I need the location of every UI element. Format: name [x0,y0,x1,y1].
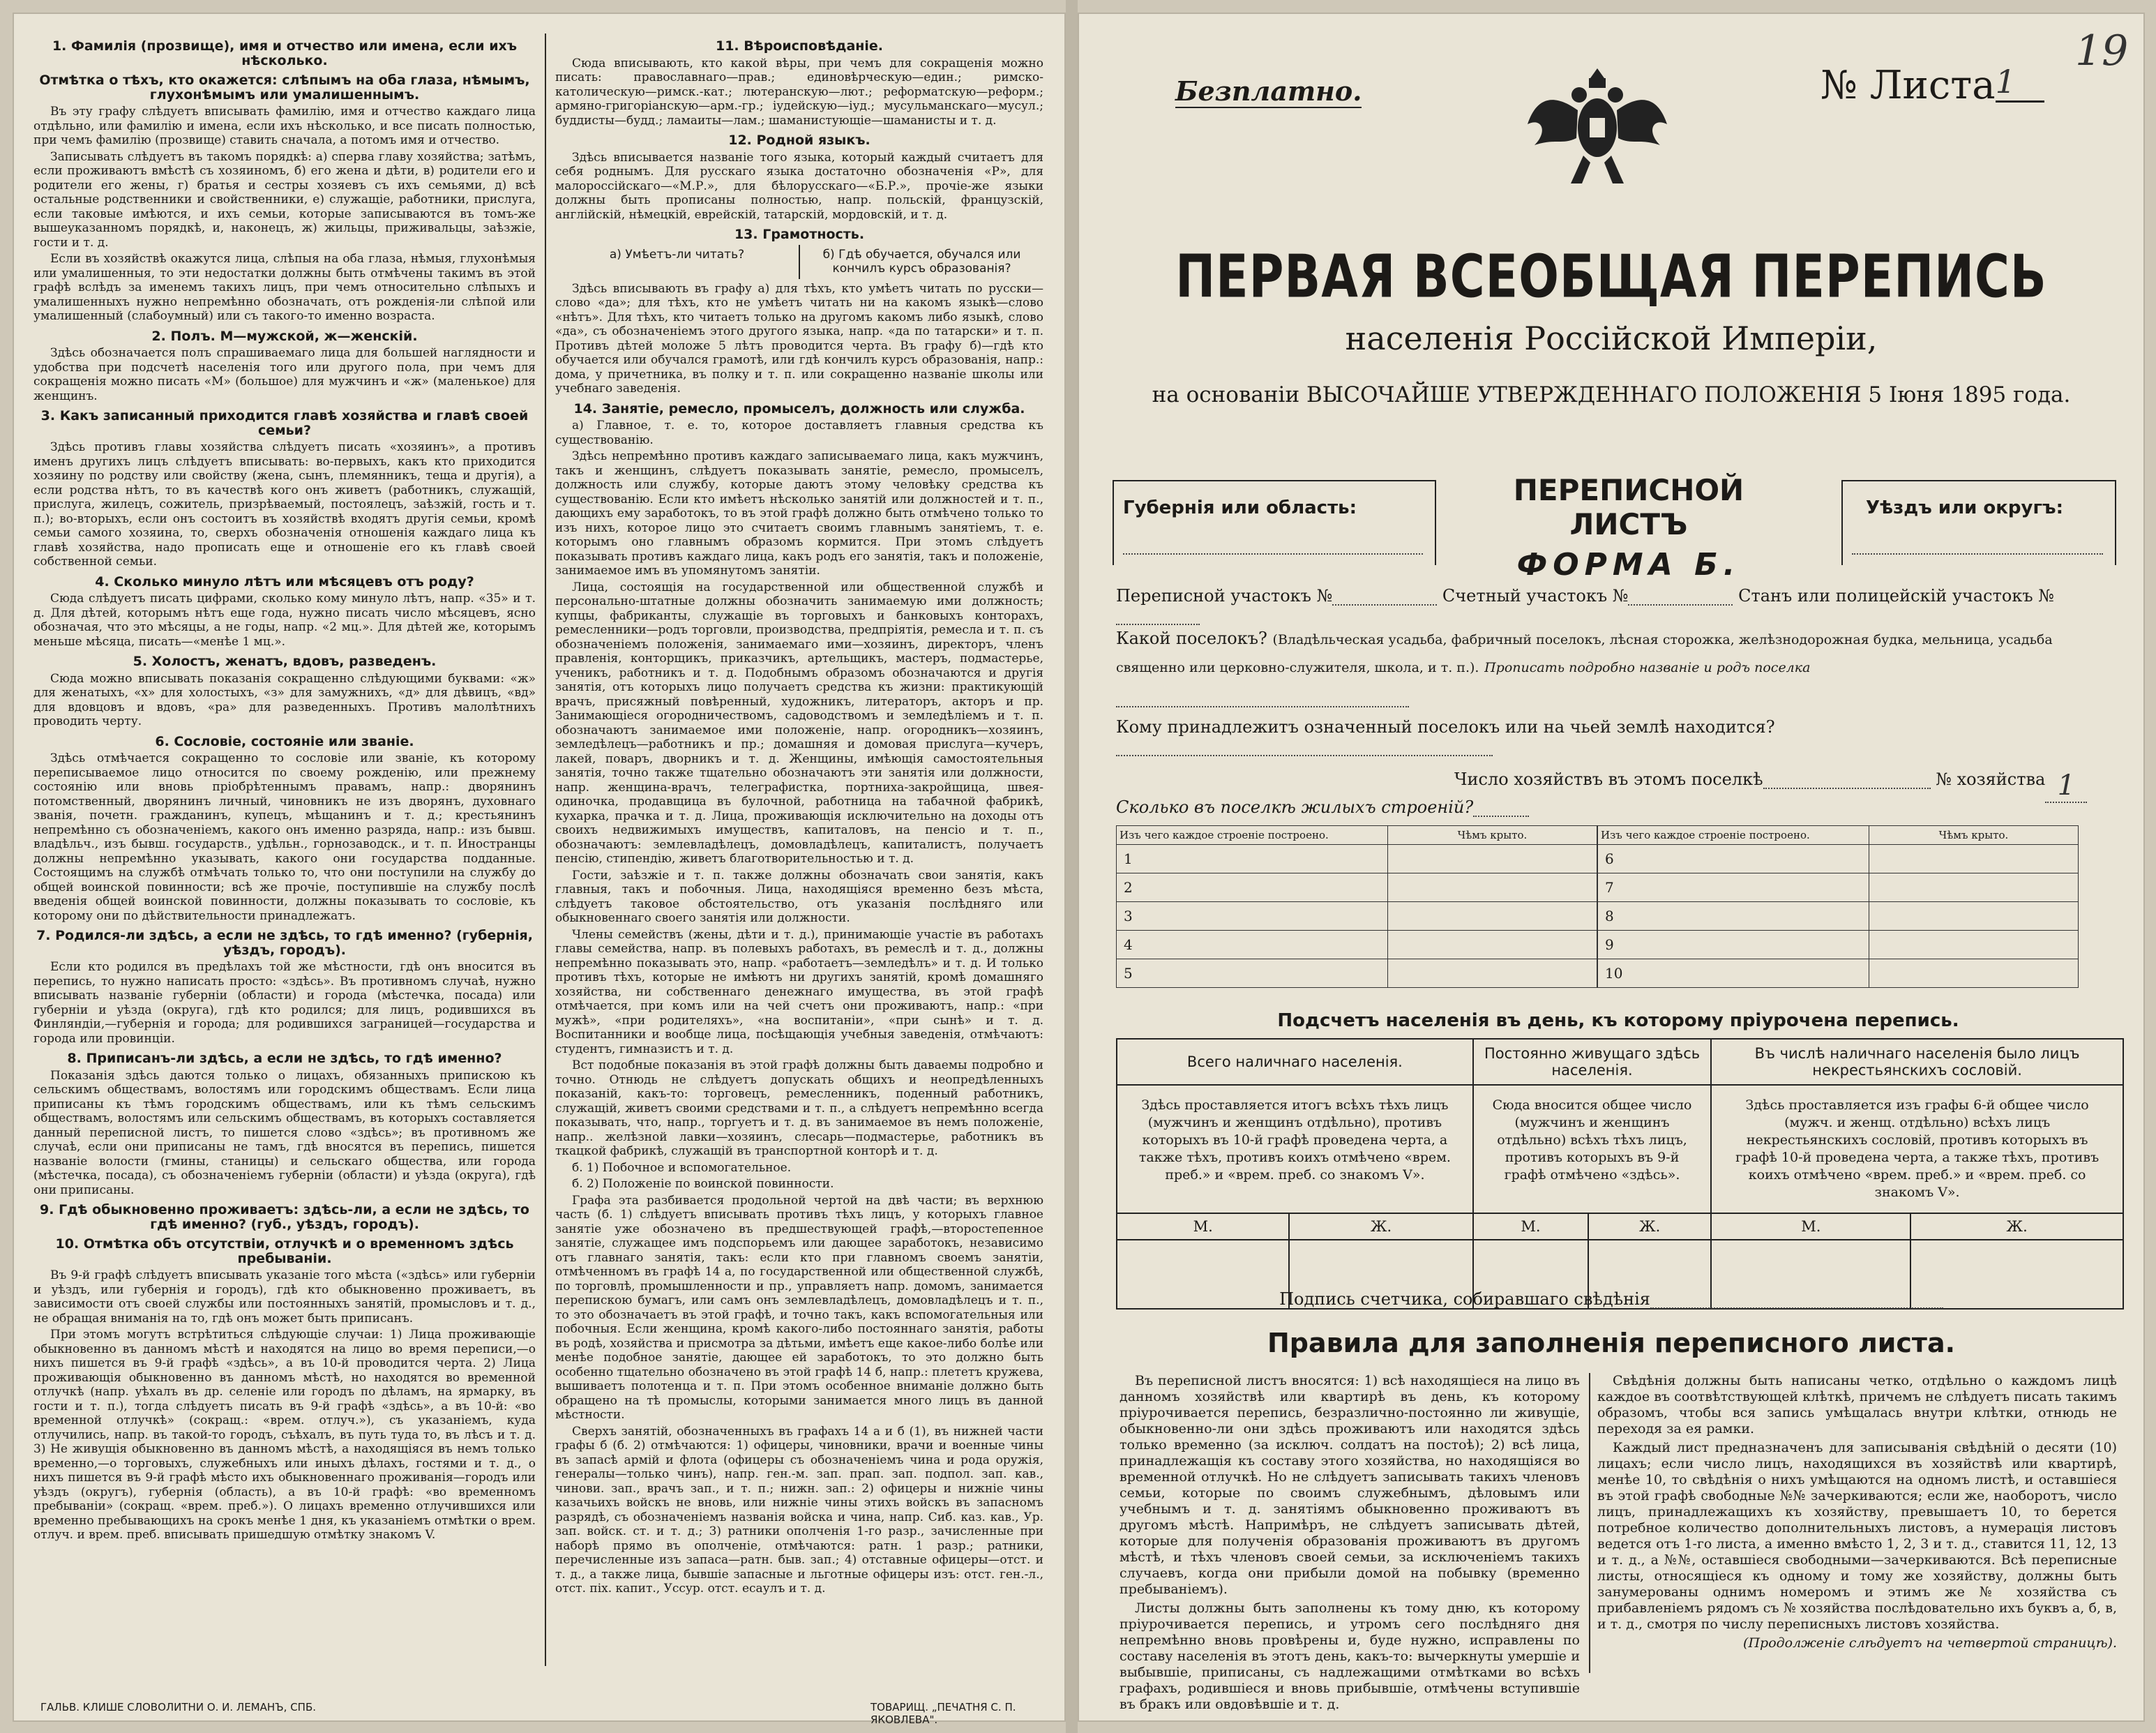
subheading-pair: а) Умѣетъ-ли читать? б) Гдѣ обучается, обучался или кончилъ курсъ образованія? [555,245,1043,279]
uezd-field[interactable] [1852,539,2103,555]
buildings-row: Сколько въ поселкѣ жилыхъ строеній? [1116,797,1529,817]
households-row: Число хозяйствъ въ этомъ поселкѣ № хозяйства 1 [1454,770,2117,789]
paragraph: а) Главное, т. е. то, которое доставляетъ главныя средства къ существованію. [555,419,1043,447]
section-heading: 5. Холостъ, женатъ, вдовъ, разведенъ. [133,654,437,669]
column-divider [545,33,546,1666]
settlement-row: Какой поселокъ? (Владѣльческая усадьба, фабричный поселокъ, лѣсная сторожка, желѣзнодорожная будка, мельница, усадьба священно или церковно-служителя, школа, и т. п.). Прописать подробно названіе и родъ поселка [1116,625,2106,707]
paragraph: Здѣсь обозначается полъ спрашиваемаго лица для большей наглядности и удобства при подсчетѣ населенія того или другого пола, при чемъ для сокращенія можно писать «М» (большое) для мужчинъ и «ж» (маленькое) для женщинъ. [33,346,536,403]
table-row[interactable]: 4 [1117,931,1597,959]
paragraph: Каждый лист предназначенъ для записыванія свѣдѣній о десяти (10) лицахъ; если число лицъ, находящихся въ хозяйствѣ или квартирѣ, менѣе 10, то свѣдѣнія о нихъ умѣщаются на одномъ листѣ, и оставшіеся въ этой графѣ свободные №№ зачеркиваются; если же, наоборотъ, число лицъ, принадлежащихъ къ хозяйству, превышаетъ 10, то берется потребное количество дополнительныхъ листовъ, а нумерація листовъ ведется отъ 1-го листа, а именно вмѣсто 1, 2, 3 и т. д., ставится 11, 12, 13 и т. д., а №№, оставшіеся свободными—зачеркиваются. Всѣ переписные листы, относящіеся къ одному и тому же хозяйству, должны быть занумерованы однимъ номеромъ и этимъ же № хозяйства съ прибавленіемъ рядомъ съ № хозяйства послѣдовательно ихъ буквъ а, б, в, и т. д., смотря по числу переписныхъ листовъ хозяйства. [1597,1440,2117,1632]
paragraph: Если въ хозяйствѣ окажутся лица, слѣпыя на оба глаза, нѣмыя, глухонѣмыя или умалишенныя, то эти недостатки должны быть отмѣчены такимъ въ этой графѣ вслѣдъ за именемъ такихъ лицъ, при чемъ относительно слѣпыхъ и умалишенныхъ нужно непремѣнно обозначать, отъ рожденія-ли слѣпой или умалишенный (слабоумный) или съ такого-то именно возраста. [33,252,536,323]
table-row[interactable]: 7 [1598,873,2079,902]
imperial-eagle-icon [1528,61,1667,187]
paragraph: Сюда слѣдуетъ писать цифрами, сколько кому минуло лѣтъ, напр. «35» и т. д. Для дѣтей, которымъ нѣтъ еще года, нужно писать число мѣсяцевъ, ясно обозначая, что это мѣсяцы, а не годы, напр. «2 мц.». Для дѣтей же, которымъ меньше мѣсяца, писать—«менѣе 1 мц.». [33,592,536,649]
section-heading: 10. Отмѣтка объ отсутствіи, отлучкѣ и о временномъ здѣсь пребываніи. [55,1236,514,1266]
footer-printer-right: ТОВАРИЩ. „ПЕЧАТНЯ С. П. ЯКОВЛЕВА". [870,1701,1016,1726]
uezd-label: Уѣздъ или округъ: [1866,497,2063,518]
gubernia-label: Губернія или область: [1123,497,1357,518]
sheet-number-value[interactable]: 1 [1996,63,2044,103]
households-count-field[interactable] [1763,788,1931,789]
household-number-field[interactable]: 1 [2045,770,2087,803]
paragraph: Здѣсь противъ главы хозяйства слѣдуетъ писать «хозяинъ», а противъ именъ другихъ лицъ слѣдуетъ вписывать: во-первыхъ, какъ кто приходится хозяину по родству или свойству (жена, сынъ, племянникъ, теща и другія), а если родства нѣтъ, то въ качествѣ кого онъ живетъ (работникъ, служащій, прислуга, жилецъ, сожитель, призрѣваемый, постоялецъ, заѣзжій, гость и т. п.); во-вторыхъ, если онъ состоитъ въ хозяйствѣ входятъ другія семьи, кромѣ семьи самого хозяина, то, сверхъ обозначенія отношенія каждаго лица къ главѣ хозяйства, надо прописать еще и отношеніе его къ главѣ своей собственной семьи. [33,440,536,569]
section-heading: 3. Какъ записанный приходится главѣ хозяйства и главѣ своей семьи? [40,408,529,438]
section-heading: 11. Вѣроисповѣданіе. [715,38,884,54]
list-title: ПЕРЕПИСНОЙ ЛИСТЪ [1513,473,1744,541]
table-row[interactable]: 8 [1598,902,2079,931]
section-heading: 8. Приписанъ-ли здѣсь, а если не здѣсь, то гдѣ именно? [67,1051,502,1066]
table-row[interactable]: 2 [1117,873,1597,902]
paragraph: Лица, состоящія на государственной или общественной службѣ и персонально-штатные должны обозначить занимаемую ими должность; купцы, фабриканты, служащіе въ торговыхъ и банковыхъ конторахъ, ремесленники—родъ торговли, производства, предпріятія, ремесла и т. п. съ обозначеніемъ положенія, занимаемаго ими—хозяинъ, директоръ, членъ правленія, конторщикъ, приказчикъ, артельщикъ, мастеръ, подмастерье, ученикъ, работникъ и т. д. Подобнымъ образомъ обозначаются и другія занятія, отъ которыхъ лицо получаетъ средства къ жизни: практикующій врачъ, присяжный повѣренный, художникъ, литераторъ, акторъ и пр. Занимающіеся огородничествомъ, садоводствомъ и земледѣліемъ и т. п. обозначаютъ занимаемое ими положеніе, напр. огородникъ—хозяинъ, земледѣлецъ—работникъ и пр.; домашняя и домовая прислуга—кучеръ, лакей, поваръ, дворникъ и т. д. Женщины, имѣющія самостоятельныя занятія, точно также тщательно обозначаютъ эти занятія или должности, напр. женщина-врачъ, телеграфистка, портниха-закройщица, швея-одиночка, продавщица въ булочной, работница на табачной фабрикѣ, кухарка, прачка и т. д. Лица, проживающія исключительно на доходы отъ своихъ недвижимыхъ имуществъ, капиталовъ, на пенсіо и т. п., обозначаютъ: землевладѣлецъ, домовладѣлецъ, капиталистъ, получаетъ пенсію, стипендію, живетъ благотворительностью и т. д. [555,580,1043,866]
rules-column-1 [1120,1373,1580,1716]
rules-column-2 [1597,1373,2117,1654]
paragraph: Если кто родился въ предѣлахъ той же мѣстности, гдѣ онъ вносится въ перепись, то нужно написать просто: «здѣсь». Въ противномъ случаѣ, нужно вписывать названіе губерніи (области) и города (мѣстечка, посада) или губерніи и уѣзда (округа), гдѣ кто родился; для лицъ, родившихся въ Финляндіи,—губернія и города; для родившихся заграницей—государства и города или провинціи. [33,960,536,1046]
paragraph: Въ 9-й графѣ слѣдуетъ вписывать указаніе того мѣста («здѣсь» или губерніи и уѣздъ, или губернія и городъ), гдѣ кто обыкновенно проживаетъ, въ зависимости отъ своей службы или постоянныхъ занятій, промысловъ и т. д., не обращая вниманія на то, гдѣ онъ может быть приписанъ. [33,1268,536,1326]
paragraph: При этомъ могутъ встрѣтиться слѣдующіе случаи: 1) Лица проживающіе обыкновенно въ данномъ мѣстѣ и находятся на лицо во время переписи,—о нихъ пишется въ 9-й графѣ «здѣсь», а въ 10-й проводится черта. 2) Лица проживающія обыкновенно въ данномъ мѣстѣ, но находятся во временной отлучкѣ (напр. уѣхалъ въ др. селеніе или городъ по дѣламъ, на ярмарку, въ гости и т. п.), тогда слѣдуетъ писать въ 9-й графѣ «здѣсь», а въ 10-й: «во временной отлучкѣ» (сокращ.: «врем. отлуч.»), съ указаніемъ, куда отлучились, напр. въ такой-то городъ, съѣхалъ, въ путь туда то, въ лѣсъ и т. д. 3) Не живущія обыкновенно въ данномъ мѣстѣ, а находящіяся въ немъ только временно,—о торговыхъ, служебныхъ или иныхъ дѣлахъ, гостями и т. д., о нихъ пишется въ 9-й графѣ мѣсто ихъ обыкновеннаго проживанія—городъ или уѣздъ (округъ), губернія (область), а въ 10-й графѣ: «во временномъ пребываніи» (сокращ. «врем. преб.»). О лицахъ временно отлучившихся или временно пребывающихъ на срокъ менѣе 1 дня, къ указаніемъ отмѣтки о врем. отлуч. и врем. преб. вписывать пришедшую отмѣтку знакомъ V. [33,1328,536,1542]
section-heading: 12. Родной языкъ. [728,133,870,148]
paragraph: Здѣсь вписывають въ графу а) для тѣхъ, кто умѣетъ читать по русски—слово «да»; для тѣхъ, кто не умѣетъ читать ни на какомъ языкѣ—слово «нѣтъ». Для тѣхъ, кто читаетъ только на другомъ какомъ либо языкѣ, слово «да», съ обозначеніемъ этого другого языка, напр. «да по татарски» и т. п. Противъ дѣтей моложе 5 лѣтъ проводится черта. Въ графу б)—гдѣ кто обучается или обучался грамотѣ, или гдѣ кончилъ курсъ образованія, напр.: дома, у причетника, въ полку и т. п. или сокращенно названіе школы или учебнаго заведенія. [555,281,1043,396]
paragraph: Здѣсь отмѣчается сокращенно то сословіе или званіе, къ которому переписываемое лицо относится по своему рожденію, или прежнему состоянію или вновь пріобрѣтеннымъ правамъ, напр.: дворянинъ потомственный, дворянинъ личный, чиновникъ не изъ дворянъ, духовнаго званія, почетн. гражданинъ, купецъ, мѣщанинъ и т. д.; крестьянинъ непремѣнно съ обозначеніемъ, какого онъ именно разряда, напр.: изъ бывш. владѣльч., изъ бывш. государств., удѣльн., горнозаводск., и т. п. Иностранцы должны непремѣнно указывать, какого они государства подданные. Состоящимъ на службѣ отмѣчать только то, что они поступили на службу до общей воинской повинности; всѣ же прочіе, поступившіе на службу послѣ введенія общей воинской повинности, должны показывать то сословіе, къ которому они по дѣйствительности принадлежатъ. [33,751,536,923]
paragraph: б. 2) Положеніе по воинской повинности. [572,1177,834,1191]
census-decree: на основаніи ВЫСОЧАЙШЕ УТВЕРЖДЕННАГО ПОЛОЖЕНІЯ 5 Іюня 1895 года. [1152,382,2071,407]
page-fold [1066,0,1078,1733]
enumerator-signature: Подпись счетчика, собиравшаго свѣдѣнія [1078,1289,2145,1309]
list-title-block [1454,473,1803,583]
paragraph: Въ переписной листъ вносятся: 1) всѣ находящіеся на лицо въ данномъ хозяйствѣ или квартирѣ въ день, къ которому пріурочивается перепись, безразлично-постоянно ли живущіе, обыкновенно-ли они здѣсь проживаютъ или находятся здѣсь только временно (за исключ. солдатъ на постоѣ); 2) всѣ лица, принадлежащія къ составу этого хозяйства, но находящіяся во временной отлучкѣ. Но не слѣдуетъ записывать такихъ членовъ семьи, которые по своимъ служебнымъ, дѣловымъ или учебнымъ и т. д. занятіямъ обыкновенно проживаютъ въ другомъ мѣстѣ. Напримѣръ, не слѣдуетъ записывать дѣтей, которые для полученія образованія проживаютъ въ другомъ мѣстѣ, и тѣхъ членовъ своей семьи, за исключеніемъ такихъ случаевъ, когда они прибыли домой на побывку (временно пребываніемъ). [1120,1373,1580,1597]
instructions-column-2 [555,33,1043,1687]
page-number-handwritten: 19 [2075,27,2129,75]
section-heading: Отмѣтка о тѣхъ, кто окажется: слѣпымъ на оба глаза, нѣмымъ, глухонѣмымъ или умалишеннымъ. [39,73,530,103]
population-table: Всего наличнаго населенія. Постоянно живущаго здѣсь населенія. Въ числѣ наличнаго населенія было лицъ некрестьянскихъ сословій. Здѣсь проставляется итогъ всѣхъ тѣхъ лицъ (мужчинъ и женщинъ отдѣльно), противъ которыхъ въ 10-й графѣ проведена черта, а также тѣхъ, противъ коихъ отмѣчено «врем. преб.» и «врем. преб. со знакомъ V». Сюда вносится общее число (мужчинъ и женщинъ отдѣльно) всѣхъ тѣхъ лицъ, противъ которыхъ въ 9-й графѣ отмѣчено «здѣсь». Здѣсь проставляется изъ графы 6-й общее число (мужч. и женщ. отдѣльно) всѣхъ лицъ некрестьянскихъ сословій, противъ которыхъ въ графѣ 10-й проведена черта, а также тѣхъ, противъ коихъ отмѣчено «врем. преб.» и «врем. преб. со знакомъ V». М. Ж. М. Ж. М. Ж. [1116,1038,2124,1310]
buildings-table: Изъ чего каждое строеніе построено. Чѣмъ крыто. 1 2 3 4 5 Изъ чего каждое строеніе построено. Чѣмъ крыто. 6 7 8 9 10 [1116,825,2079,1000]
paragraph: Гости, заѣзжіе и т. п. также должны обозначать свои занятія, какъ главныя, такъ и побочныя. Лица, находящіяся временно безъ мѣста, слѣдуетъ таковое обстоятельство, отъ указанія послѣдняго или обыкновеннаго своего занятія или должности. [555,868,1043,925]
table-row[interactable]: 9 [1598,931,2079,959]
free-label: Безплатно. [1175,75,1362,107]
table-row[interactable]: 1 [1117,845,1597,873]
paragraph: б. 1) Побочное и вспомогательное. [572,1160,792,1175]
paragraph: Графа эта разбивается продольной чертой на двѣ части; въ верхнюю часть (б. 1) слѣдуетъ вписывать противъ тѣхъ лицъ, у которыхъ главное занятіе уже обозначено въ предшествующей графѣ,—второстепенное занятіе, служащее имъ подспорьемъ или дающее заработокъ, независимо отъ главнаго занятія, такъ: если кто при главномъ своемъ занятіи, отмѣченномъ въ графѣ 14 а, по государственной или общественной службѣ, по торговлѣ, промышленности и пр., управляетъ напр. домомъ, занимается перепискою бумагъ, или самъ онъ землевладѣлецъ, домовладѣлецъ и т. п., то это обозначаетъ въ этой графѣ, и точно такъ, какъ вспомогательныя или побочныя. Если женщина, кромѣ какого-либо постояннаго занятія, работы въ родѣ, хозяйства и присмотра за дѣтьми, имѣетъ еще какое-либо болѣе или менѣе подобное занятіе, дающее ей заработокъ, то это должно быть особенно тщательно обозначено въ этой графѣ 14 б, напр.: плететъ кружева, вышиваетъ полотенца и т. п. При этомъ особенное вниманіе должно быть обращено на тѣ промыслы, которыми занимается много лицъ въ данной мѣстности. [555,1193,1043,1422]
instructions-column-1 [33,33,536,1687]
paragraph: Здѣсь непремѣнно противъ каждаго записываемаго лица, какъ мужчинъ, такъ и женщинъ, слѣдуетъ показывать занятіе, ремесло, промыселъ, должность или службу, которые даютъ этому человѣку средства къ существованію. Если кто имѣетъ нѣсколько занятій или должностей и т. п., дающихъ ему заработокъ, то въ этой графѣ должно быть отмѣчено только то изъ нихъ, которое лицо это считаетъ своимъ главнымъ занятіемъ, т. е. которымъ оно главнымъ образомъ кормится. При этомъ слѣдуетъ показывать противъ каждаго лица, какъ родъ его занятія, такъ и положеніе, занимаемое имъ въ упомянутомъ занятіи. [555,449,1043,578]
paragraph: (Продолженіе слѣдуетъ на четвертой страницѣ). [1743,1635,2117,1651]
section-heading: 7. Родился-ли здѣсь, а если не здѣсь, то гдѣ именно? (губернія, уѣздъ, городъ). [36,928,533,958]
schet-uch-field[interactable] [1628,604,1733,606]
paragraph: Листы должны быть заполнены къ тому дню, къ которому пріурочивается перепись, и утромъ сего послѣдняго дня непремѣнно вновь провѣрены и, буде нужно, исправлены по составу населенія въ этотъ день, какъ-то: вычеркнуты умершіе и выбывшіе, приписаны, съ надлежащими отмѣтками во всѣхъ графахъ, родившіеся и вновь прибывшіе, отмѣчены вступившіе въ бракъ или овдовѣвшіе и т. д. [1120,1600,1580,1712]
owner-field[interactable] [1116,755,1493,756]
paragraph: Сюда вписывають, кто какой вѣры, при чемъ для сокращенія можно писать: православнаго—прав.; единовѣрческую—един.; римско-католическую—римск.-кат.; лютеранскую—лют.; реформатскую—реформ.; армяно-григоріанскую—арм.-гр.; іудейскую—іуд.; мусульманскаго—мусул.; буддисты—будд.; ламаиты—лам.; шаманистующіе—шаманисты и т. д. [555,56,1043,128]
census-title: ПЕРВАЯ ВСЕОБЩАЯ ПЕРЕПИСЬ [1175,243,2047,312]
right-page [1078,13,2145,1722]
paragraph: Члены семействъ (жены, дѣти и т. д.), принимающіе участіе въ работахъ главы семейства, напр. въ полевыхъ работахъ, въ ремеслѣ и т. д., должны непремѣнно показывать это, напр. «работаетъ—земледѣлъ» и т. д. И только противъ тѣхъ, которые не имѣютъ ни другихъ занятій, кромѣ домашняго хозяйства, ни собственнаго денежнаго имущества, въ этой графѣ отмѣчается, при комъ или на чей счетъ они проживаютъ, напр.: «при мужѣ», «при родителяхъ», «на воспитаніи», «при сынѣ» и т. д. Воспитанники и вообще лица, посѣщающія учебныя заведенія, отмѣчаютъ: студентъ, гимназистъ и т. д. [555,927,1043,1056]
table-row[interactable]: 5 [1117,959,1597,988]
table-row[interactable]: 10 [1598,959,2079,988]
paragraph: Сверхъ занятій, обозначенныхъ въ графахъ 14 а и б (1), въ нижней части графы б (б. 2) отмѣчаются: 1) офицеры, чиновники, врачи и военные чины въ запасѣ армій и флота (офицеры съ обозначеніемъ чина и рода оружія, генералы—только чинъ), напр. ген.-м. зап. прап. зап. подпол. зап. кав., чинови. зап., врачъ зап., и т. п.; нижн. зап.: 2) офицеры и нижніе чины казачьихъ войскъ не вновь, или нижніе чины этихъ войскъ въ запасномъ разрядѣ, съ обозначеніемъ названія войска и чина, напр. Сиб. каз. кав., Ур. зап. войск. ст. и т. д.; 3) ратники ополченія 1-го разр., зачисленные при наборѣ прямо въ ополченіе, отмѣчаются: ратн. 1 разр.; ратники, перечисленные изъ запаса—ратн. быв. зап.; 4) отставные офицеры—отст. и т. д., а также лица, бывшіе запасные и льготные офицеры изъ: отст. ген.-л., отст. піх. капит., Уссур. отст. есаулъ и т. д. [555,1424,1043,1596]
population-count-title: Подсчетъ населенія въ день, къ которому пріурочена перепись. [1277,1010,1959,1031]
settlement-field[interactable] [1116,706,1409,707]
paragraph: Записывать слѣдуетъ въ такомъ порядкѣ: а) сперва главу хозяйства; затѣмъ, если проживаютъ вмѣстѣ съ хозяиномъ, б) его жена и дѣти, в) родители его и родители его жены, г) братья и сестры хозяевъ съ ихъ семьями, д) всѣ остальные родственники и свойственники, е) служащіе, работники, прислуга, если таковые имѣются, и ихъ семьи, которые записываются въ томъ-же вышеуказанномъ порядкѣ, и, наконецъ, ж) жильцы, приживальцы, заѣзжіе, гости и т. д. [33,149,536,250]
section-heading: 2. Полъ. М—мужской, ж—женскій. [151,328,418,344]
left-page [13,13,1066,1726]
rules-title: Правила для заполненія переписного листа. [1267,1328,1956,1358]
perep-uch-field[interactable] [1332,604,1437,606]
census-subtitle: населенія Россійской Имперіи, [1345,320,1878,357]
section-heading: 9. Гдѣ обыкновенно проживаетъ: здѣсь-ли, а если не здѣсь, то гдѣ именно? (губ., уѣздъ, городъ). [40,1202,529,1232]
table-row[interactable]: 3 [1117,902,1597,931]
signature-field[interactable] [1650,1307,1943,1309]
gubernia-field[interactable] [1123,539,1423,555]
section-heading: 13. Грамотность. [734,227,865,242]
sheet-number: № Листа 1 [1820,63,1996,108]
paragraph: Здѣсь вписывается названіе того языка, который каждый считаетъ для себя роднымъ. Для русскаго языка достаточно обозначенія «Р», для малороссійскаго—«М.Р.», для бѣлорусскаго—«Б.Р.», прочіе-же языки должны быть прописаны полностью, напр. польскій, французскій, англійскій, нѣмецкій, еврейскій, татарскій, мордовскій, и т. д. [555,150,1043,222]
section-heading: 1. Фамилія (прозвище), имя и отчество или имена, если ихъ нѣсколько. [52,38,518,68]
section-heading: 4. Сколько минуло лѣтъ или мѣсяцевъ отъ роду? [95,573,474,590]
table-row[interactable]: 6 [1598,845,2079,873]
paragraph: Сюда можно вписывать показанія сокращенно слѣдующими буквами: «ж» для женатыхъ, «х» для холостыхъ, «з» для замужнихъ, «д» для дѣвицъ, «вд» для вдовцовъ и вдовъ, «ра» для разведенныхъ. Противъ малолѣтнихъ проводить черту. [33,671,536,728]
form-title: ФОРМА Б. [1516,547,1741,583]
owner-row: Кому принадлежитъ означенный поселокъ или на чьей землѣ находится? [1116,717,2106,756]
paragraph: Свѣдѣнія должны быть написаны четко, отдѣльно о каждомъ лицѣ каждое въ соотвѣтствующей клѣткѣ, причемъ не слѣдуетъ писать такимъ образомъ, чтобы вся запись умѣщалась внутри клѣтки, отнюдь не переходя за ея рамки. [1597,1373,2117,1436]
footer-printer-left: ГАЛЬВ. КЛИШЕ СЛОВОЛИТНИ О. И. ЛЕМАНЪ, СПБ. [40,1701,317,1713]
section-heading: 6. Сословіе, состояніе или званіе. [155,733,414,749]
paragraph: Вст подобные показанія въ этой графѣ должны быть даваемы подробно и точно. Отнюдь не слѣдуетъ допускать общихъ и неопредѣленныхъ показаній, какъ-то: торговецъ, ремесленникъ, поденный работникъ, служащій, живетъ своими средствами и т. п., а слѣдуетъ непремѣнно всегда показывать, что, напр., торгуетъ и т. д. въ занимаемое въ немъ положеніе, напр.. желѣзной лавки—хозяинъ, слесарь—подмастерье, работникъ въ ткацкой фабрикѣ, служащій въ транспортной конторѣ и т. д. [555,1058,1043,1158]
paragraph: Показанія здѣсь даются только о лицахъ, обязанныхъ припискою къ сельскимъ обществамъ, волостямъ или городскимъ обществамъ. Если лица приписаны къ тѣмъ городскимъ обществамъ, или къ тѣмъ сельскимъ обществамъ, волостямъ или сельскимъ обществамъ, въ которыхъ составляется данный переписной листъ, то пишется слово «здѣсь»; въ противномъ же случаѣ, если они приписаны не тамъ, гдѣ вносятся въ перепись, пишется названіе волости (гмины, станицы) и сельскаго общества, или города (мѣстечка, посада), съ обозначеніемъ губерніи (области) и уѣзда (округа), гдѣ они приписаны. [33,1068,536,1197]
district-row: Переписной участокъ № Счетный участокъ № Станъ или полицейскій участокъ № [1116,586,2106,625]
section-heading: 14. Занятіе, ремесло, промыселъ, должность или служба. [573,400,1025,417]
paragraph: Въ эту графу слѣдуетъ вписывать фамилію, имя и отчество каждаго лица отдѣльно, или фамилію и имена, если ихъ нѣсколько, и все писать полностью, при чемъ фамилію (прозвище) ставить сначала, а потомъ имя и отчество. [33,105,536,147]
